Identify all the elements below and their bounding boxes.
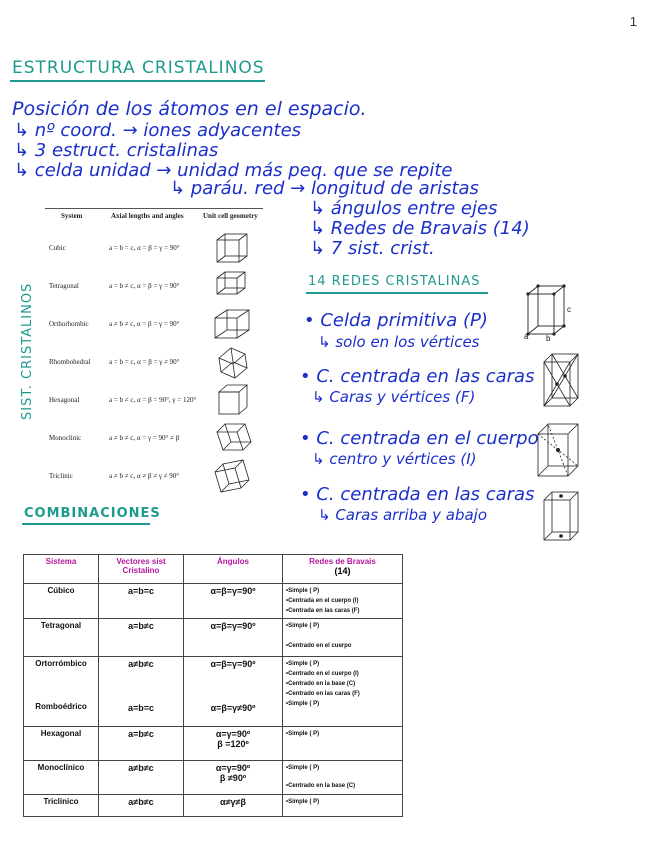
angulo-item: α=γ=90º: [215, 763, 251, 773]
red-caras: • C. centrada en las caras: [300, 366, 535, 387]
red-cuerpo: • C. centrada en el cuerpo: [300, 428, 539, 449]
note-line-6: ↳ ángulos entre ejes: [310, 198, 498, 219]
header-redes: [283, 555, 403, 584]
system-row: [45, 420, 263, 456]
redes-title: 14 REDES CRISTALINAS: [308, 274, 481, 289]
red-item: •Simple ( P): [286, 765, 320, 771]
cell-angulos: α≠γ≠β: [184, 795, 283, 817]
table-row: [24, 795, 403, 817]
orthorhombic-cell-icon: [211, 306, 255, 342]
red-item: •Simple ( P): [286, 661, 320, 667]
table-row: [24, 761, 403, 795]
cell-sistema: Monoclínico: [24, 761, 99, 795]
system-axes: a = b ≠ c, α = β = γ = 90°: [109, 282, 180, 290]
base-centered-cell-icon: [538, 488, 588, 546]
cell-redes: [283, 795, 403, 817]
primitive-cell-icon: [520, 280, 580, 342]
cell-vectores: a≠b≠c: [99, 795, 184, 817]
table-row: [24, 619, 403, 657]
red-item: •Centrado en la base (C): [286, 783, 356, 789]
cell-sistema: Triclínico: [24, 795, 99, 817]
cell-redes: [283, 584, 403, 619]
red-caras-sub: ↳ Caras y vértices (F): [312, 388, 476, 406]
red-item: •Simple ( P): [286, 731, 320, 737]
cell-vectores: [99, 657, 184, 727]
cell-vectores: a=b≠c: [99, 727, 184, 761]
system-axes: a = b = c, α = β = γ ≠ 90°: [109, 358, 180, 366]
monoclinic-cell-icon: [211, 420, 255, 456]
face-centered-cell-icon: [538, 350, 588, 412]
note-line-7: ↳ Redes de Bravais (14): [310, 218, 530, 239]
system-name: Tetragonal: [49, 282, 79, 290]
header-vectores: Vectores sist Cristalino: [99, 555, 184, 584]
vectores-ortorrombico: a≠b≠c: [128, 659, 154, 669]
red-cuerpo-sub: ↳ centro y vértices (I): [312, 450, 477, 468]
note-line-2: ↳ nº coord. → iones adyacentes: [14, 120, 302, 141]
system-name: Rhombohedral: [49, 358, 91, 366]
cell-angulos: [184, 761, 283, 795]
hexagonal-cell-icon: [211, 382, 255, 418]
angulos-romboedrico: α=β=γ≠90º: [210, 703, 256, 713]
note-line-5: ↳ paráu. red → longitud de aristas: [170, 178, 479, 199]
body-centered-cell-icon: [532, 420, 586, 482]
redes-title-underline: [306, 292, 488, 294]
title-underline: [10, 80, 265, 82]
system-name: Orthorhombic: [49, 320, 89, 328]
cell-sistema: Cúbico: [24, 584, 99, 619]
system-row: [45, 458, 263, 494]
note-line-8: ↳ 7 sist. crist.: [310, 238, 435, 259]
system-axes: a = b ≠ c, α = β = 90°, γ = 120°: [109, 396, 197, 404]
header-redes-label: Redes de Bravais: [309, 557, 376, 566]
angulo-item: β =120º: [217, 739, 249, 749]
red-base: • C. centrada en las caras: [300, 484, 535, 505]
system-row: [45, 306, 263, 342]
red-item: •Centrado en el cuerpo: [286, 643, 352, 649]
angulos-ortorrombico: α=β=γ=90º: [210, 659, 256, 669]
red-base-sub: ↳ Caras arriba y abajo: [318, 506, 488, 524]
red-item: •Simple ( P): [286, 799, 320, 805]
red-item: •Simple ( P): [286, 623, 320, 629]
cube-label-a: a: [524, 332, 529, 341]
red-item: •Centrado en la base (C): [286, 681, 356, 687]
page-number: 1: [629, 14, 637, 29]
red-item-spacer: [286, 631, 399, 641]
system-axes: a ≠ b ≠ c, α ≠ β ≠ γ ≠ 90°: [109, 472, 180, 480]
cell-sistema: Tetragonal: [24, 619, 99, 657]
system-axes: a ≠ b ≠ c, α = β = γ = 90°: [109, 320, 180, 328]
header-redes-count: (14): [334, 566, 351, 576]
header-angulos: Ángulos: [184, 555, 283, 584]
cell-redes: [283, 727, 403, 761]
system-row: [45, 230, 263, 266]
red-primitiva: • Celda primitiva (P): [304, 310, 488, 331]
note-line-1: Posición de los átomos en el espacio.: [12, 98, 367, 120]
page-title: ESTRUCTURA CRISTALINOS: [12, 58, 265, 78]
system-name: Cubic: [49, 244, 66, 252]
red-primitiva-sub: ↳ solo en los vértices: [318, 333, 480, 351]
angulo-item: β ≠90º: [219, 773, 247, 783]
table-row: [24, 727, 403, 761]
systems-header-axes: Axial lengths and angles: [111, 212, 184, 220]
note-line-3: ↳ 3 estruct. cristalinas: [14, 140, 219, 161]
sistema-romboedrico: Romboédrico: [35, 702, 87, 711]
red-item: •Centrado en las caras (F): [286, 691, 360, 697]
header-sistema: Sistema: [24, 555, 99, 584]
cell-sistema: [24, 657, 99, 727]
system-row: [45, 344, 263, 380]
note-line-4: ↳ celda unidad → unidad más peq. que se repite: [14, 160, 453, 181]
combinaciones-underline: [22, 523, 150, 525]
sistema-ortorrombico: Ortorrómbico: [35, 659, 87, 668]
cube-label-b: b: [546, 334, 551, 343]
vectores-romboedrico: a=b=c: [127, 703, 155, 713]
system-name: Monoclinic: [49, 434, 82, 442]
cube-label-c: c: [567, 305, 571, 314]
table-row: [24, 584, 403, 619]
cell-angulos: [184, 657, 283, 727]
system-name: Hexagonal: [49, 396, 80, 404]
triclinic-cell-icon: [211, 458, 255, 494]
cell-redes: [283, 619, 403, 657]
rhombohedral-cell-icon: [211, 344, 255, 380]
cell-sistema: Hexagonal: [24, 727, 99, 761]
system-axes: a = b = c, α = β = γ = 90°: [109, 244, 180, 252]
tetragonal-cell-icon: [211, 268, 255, 304]
combinaciones-title: COMBINACIONES: [24, 506, 161, 521]
vertical-label: SIST. CRISTALINOS: [20, 282, 35, 420]
systems-header-geometry: Unit cell geometry: [203, 212, 258, 220]
bravais-header-row: [24, 555, 403, 584]
cell-vectores: a≠b≠c: [99, 761, 184, 795]
cell-vectores: a=b=c: [99, 584, 184, 619]
red-item: •Simple ( P): [286, 588, 320, 594]
red-item: •Centrado en el cuerpo (I): [286, 671, 359, 677]
cell-angulos: [184, 727, 283, 761]
cell-vectores: a=b≠c: [99, 619, 184, 657]
red-item: •Centrada en el cuerpo (I): [286, 598, 359, 604]
angulo-item: α=γ=90º: [215, 729, 251, 739]
cell-angulos: α=β=γ=90º: [184, 584, 283, 619]
bravais-table: [23, 554, 403, 817]
cell-redes: [283, 657, 403, 727]
red-item: •Simple ( P): [286, 701, 320, 707]
system-row: [45, 268, 263, 304]
system-row: [45, 382, 263, 418]
cell-angulos: α=β=γ=90º: [184, 619, 283, 657]
table-row: [24, 657, 403, 727]
system-axes: a ≠ b ≠ c, α = γ = 90° ≠ β: [109, 434, 180, 442]
system-name: Triclinic: [49, 472, 73, 480]
systems-header-system: System: [61, 212, 83, 220]
cubic-cell-icon: [211, 230, 255, 266]
red-item: •Centrada en las caras (F): [286, 608, 360, 614]
cell-redes: [283, 761, 403, 795]
